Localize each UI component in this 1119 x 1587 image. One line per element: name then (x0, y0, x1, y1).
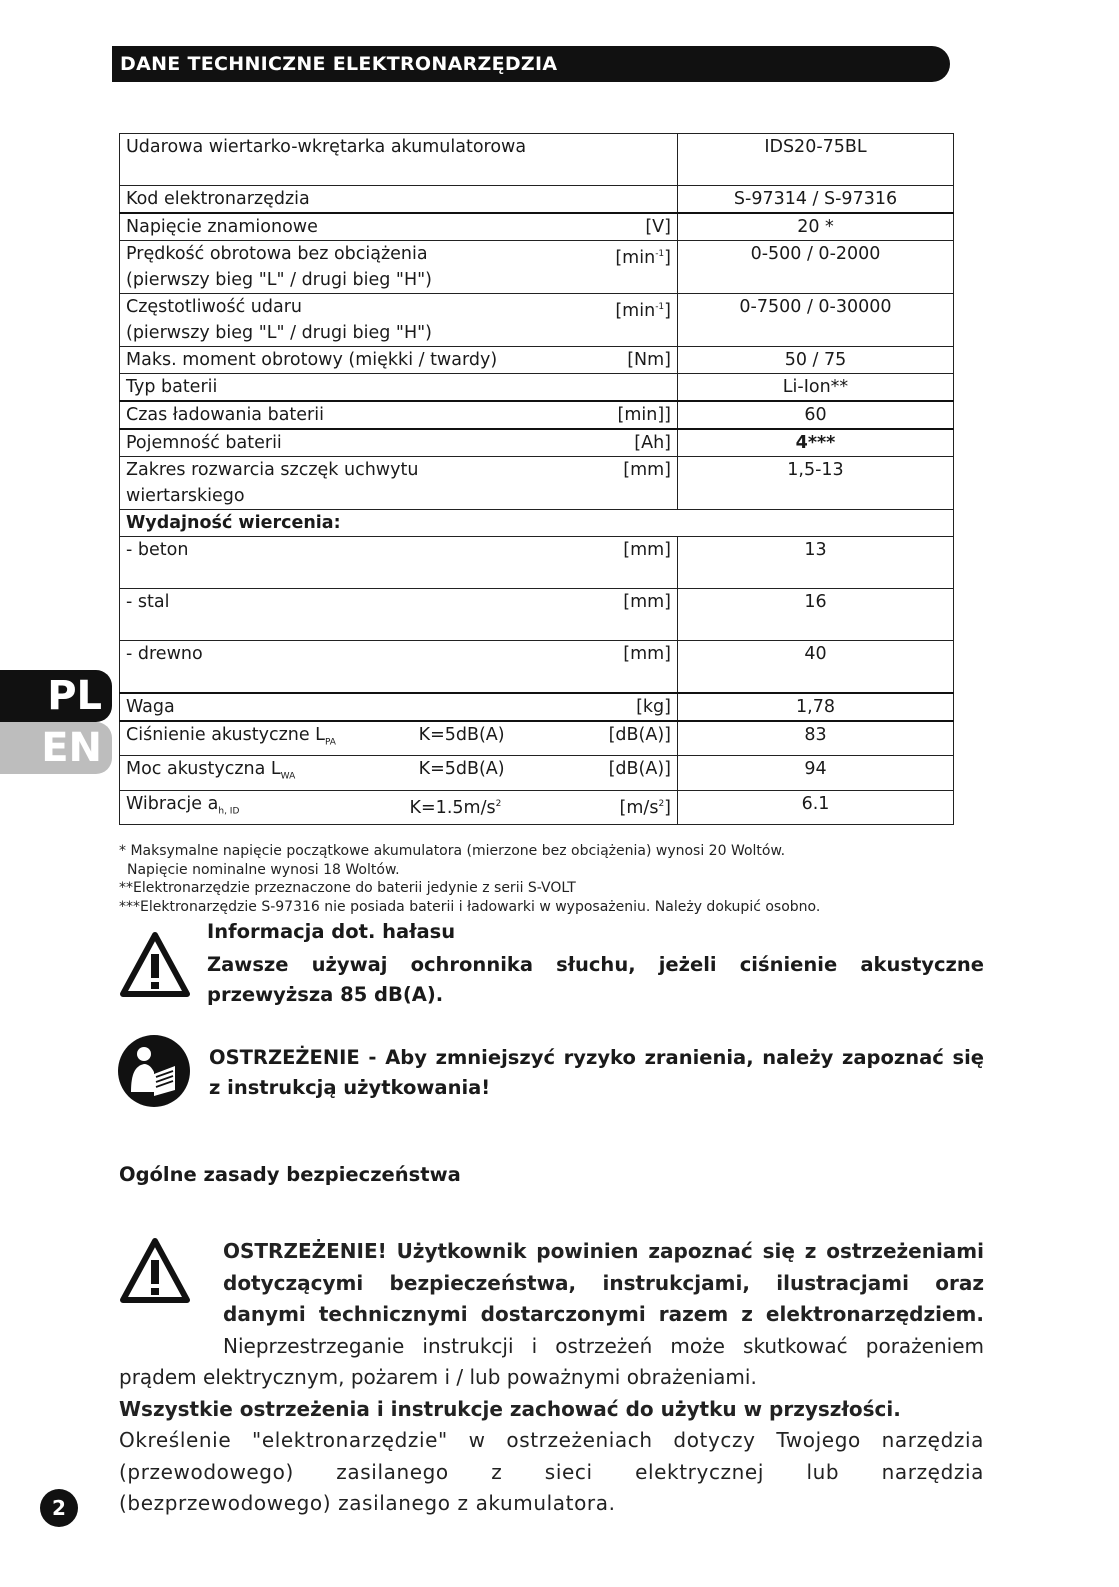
safety-warning-icon-holder (119, 1236, 223, 1354)
lang-tab-en[interactable]: EN (0, 722, 112, 774)
param-label: - beton (126, 540, 189, 560)
param-unit: [mm] (623, 460, 671, 480)
table-row (120, 589, 954, 641)
noise-text: Zawsze używaj ochronnika słuchu, jeżeli ciśnienie akustyczne przewyższa 85 dB(A). (207, 953, 984, 1006)
param-value: 16 (678, 589, 954, 641)
param-unit: [V] (645, 217, 671, 237)
param-value: 20 * (678, 213, 954, 241)
warning-triangle-icon (119, 930, 191, 1000)
param-k: $K=1.5m/s^2$ (409, 797, 502, 818)
table-row (120, 457, 954, 510)
param-label: Ciśnienie akustyczne $L_{PA}$ (126, 724, 336, 747)
table-row (120, 134, 954, 186)
param-value: 60 (678, 401, 954, 429)
param-label: Czas ładowania baterii (126, 405, 324, 425)
read-manual-icon (117, 1034, 191, 1108)
param-value: 0-500 / 0-2000 (678, 241, 954, 294)
param-label: Typ baterii (126, 377, 218, 397)
param-value: 1,78 (678, 693, 954, 721)
table-row (120, 721, 954, 756)
table-row (120, 790, 954, 825)
table-row (120, 213, 954, 241)
table-row (120, 510, 954, 537)
param-label: Częstotliwość udaru (126, 297, 302, 317)
param-unit: [mm] (623, 592, 671, 612)
safety-warning-paragraph (119, 1236, 984, 1394)
spec-table (119, 133, 954, 825)
param-label: Prędkość obrotowa bez obciążenia (126, 244, 428, 264)
param-k: K=5dB(A) (418, 759, 505, 779)
param-k: K=5dB(A) (418, 724, 505, 745)
footnotes (119, 842, 899, 916)
param-unit: [dB(A)] (608, 759, 671, 779)
param-unit: [Ah] (634, 433, 671, 453)
param-value: 94 (678, 756, 954, 791)
param-unit: [mm] (623, 644, 671, 664)
manual-warning-text: OSTRZEŻENIE - Aby zmniejszyć ryzyko zranienia, należy zapoznać się z instrukcją użytkowania! (209, 1046, 984, 1099)
param-unit: [Nm] (627, 350, 671, 370)
param-label: Udarowa wiertarko-wkrętarka akumulatorowa (126, 137, 527, 157)
param-label: Maks. moment obrotowy (miękki / twardy) (126, 350, 498, 370)
param-value: 50 / 75 (678, 347, 954, 374)
table-row (120, 693, 954, 721)
footnote: * Maksymalne napięcie początkowe akumulatora (mierzone bez obciążenia) wynosi 20 Woltów. (119, 843, 786, 859)
param-label: Moc akustyczna $L_{WA}$ (126, 759, 296, 782)
param-value: 40 (678, 641, 954, 693)
param-label-2: wiertarskiego (126, 486, 245, 506)
table-row (120, 429, 954, 457)
param-value: 1,5-13 (678, 457, 954, 510)
param-unit: [min]] (617, 405, 671, 425)
table-row (120, 641, 954, 693)
param-label: Kod elektronarzędzia (126, 189, 310, 209)
param-label: Waga (126, 696, 175, 717)
safety-warning-bold: OSTRZEŻENIE! Użytkownik powinien zapoznać się z ostrzeżeniami dotyczącymi bezpieczeństwa, instrukcjami, ilustracjami oraz danymi technicznymi dostarczonymi razem z elektronarzędziem. (223, 1239, 984, 1326)
param-label: - drewno (126, 644, 203, 664)
param-unit: $[m/s^2]$ (619, 797, 671, 818)
table-row (120, 294, 954, 347)
section-title: DANE TECHNICZNE ELEKTRONARZĘDZIA (120, 53, 558, 75)
table-row (120, 374, 954, 402)
param-value: 0-7500 / 0-30000 (678, 294, 954, 347)
param-value: 4*** (678, 429, 954, 457)
param-unit: [kg] (636, 696, 671, 717)
param-label: - stal (126, 592, 170, 612)
lang-tab-pl[interactable]: PL (0, 670, 112, 722)
table-row (120, 401, 954, 429)
footnote: **Elektronarzędzie przeznaczone do baterii jedynie z serii S-VOLT (119, 880, 576, 896)
safety-definition: Określenie "elektronarzędzie" w ostrzeżeniach dotyczy Twojego narzędzia (przewodowego) zasilanego z sieci elektrycznej lub narzędzia (bezprzewodowego) zasilanego z akumulatora. (119, 1428, 984, 1515)
table-row (120, 537, 954, 589)
table-row (120, 186, 954, 214)
param-label-2: (pierwszy bieg "L" / drugi bieg "H") (126, 323, 432, 343)
footnote: ***Elektronarzędzie S-97316 nie posiada baterii i ładowarki w wyposażeniu. Należy dokupić osobno. (119, 898, 821, 915)
safety-section (119, 1236, 984, 1520)
param-value: S-97314 / S-97316 (678, 186, 954, 214)
page-number: 2 (40, 1489, 78, 1527)
param-unit: [dB(A)] (608, 724, 671, 745)
section-label: Wydajność wiercenia: (120, 510, 954, 537)
footnote: Napięcie nominalne wynosi 18 Woltów. (127, 861, 400, 878)
param-unit: $[\min^{-1}]$ (615, 300, 671, 321)
table-row (120, 756, 954, 791)
param-label: Zakres rozwarcia szczęk uchwytu (126, 460, 419, 480)
param-label-2: (pierwszy bieg "L" / drugi bieg "H") (126, 270, 432, 290)
param-value: 13 (678, 537, 954, 589)
warning-triangle-icon (119, 1236, 191, 1306)
param-value: Li-Ion** (678, 374, 954, 402)
param-label: Napięcie znamionowe (126, 217, 318, 237)
section-header (112, 46, 950, 82)
param-value: IDS20-75BL (678, 134, 954, 186)
param-unit: [mm] (623, 540, 671, 560)
safety-warning-rest: Nieprzestrzeganie instrukcji i ostrzeżeń może skutkować porażeniem prądem elektrycznym, pożarem i / lub poważnymi obrażeniami. (119, 1333, 984, 1389)
param-value: 6.1 (678, 790, 954, 825)
param-label: Wibracje $a_{h, ID}$ (126, 793, 240, 816)
safety-keep-instructions: Wszystkie ostrzeżenia i instrukcje zachować do użytku w przyszłości. (119, 1396, 901, 1421)
safety-title: Ogólne zasady bezpieczeństwa (119, 1163, 461, 1186)
param-label: Pojemność baterii (126, 433, 282, 453)
table-row (120, 241, 954, 294)
table-row (120, 347, 954, 374)
param-value: 83 (678, 721, 954, 756)
noise-title: Informacja dot. hałasu (207, 920, 456, 943)
param-unit: $[\min^{-1}]$ (615, 247, 671, 268)
